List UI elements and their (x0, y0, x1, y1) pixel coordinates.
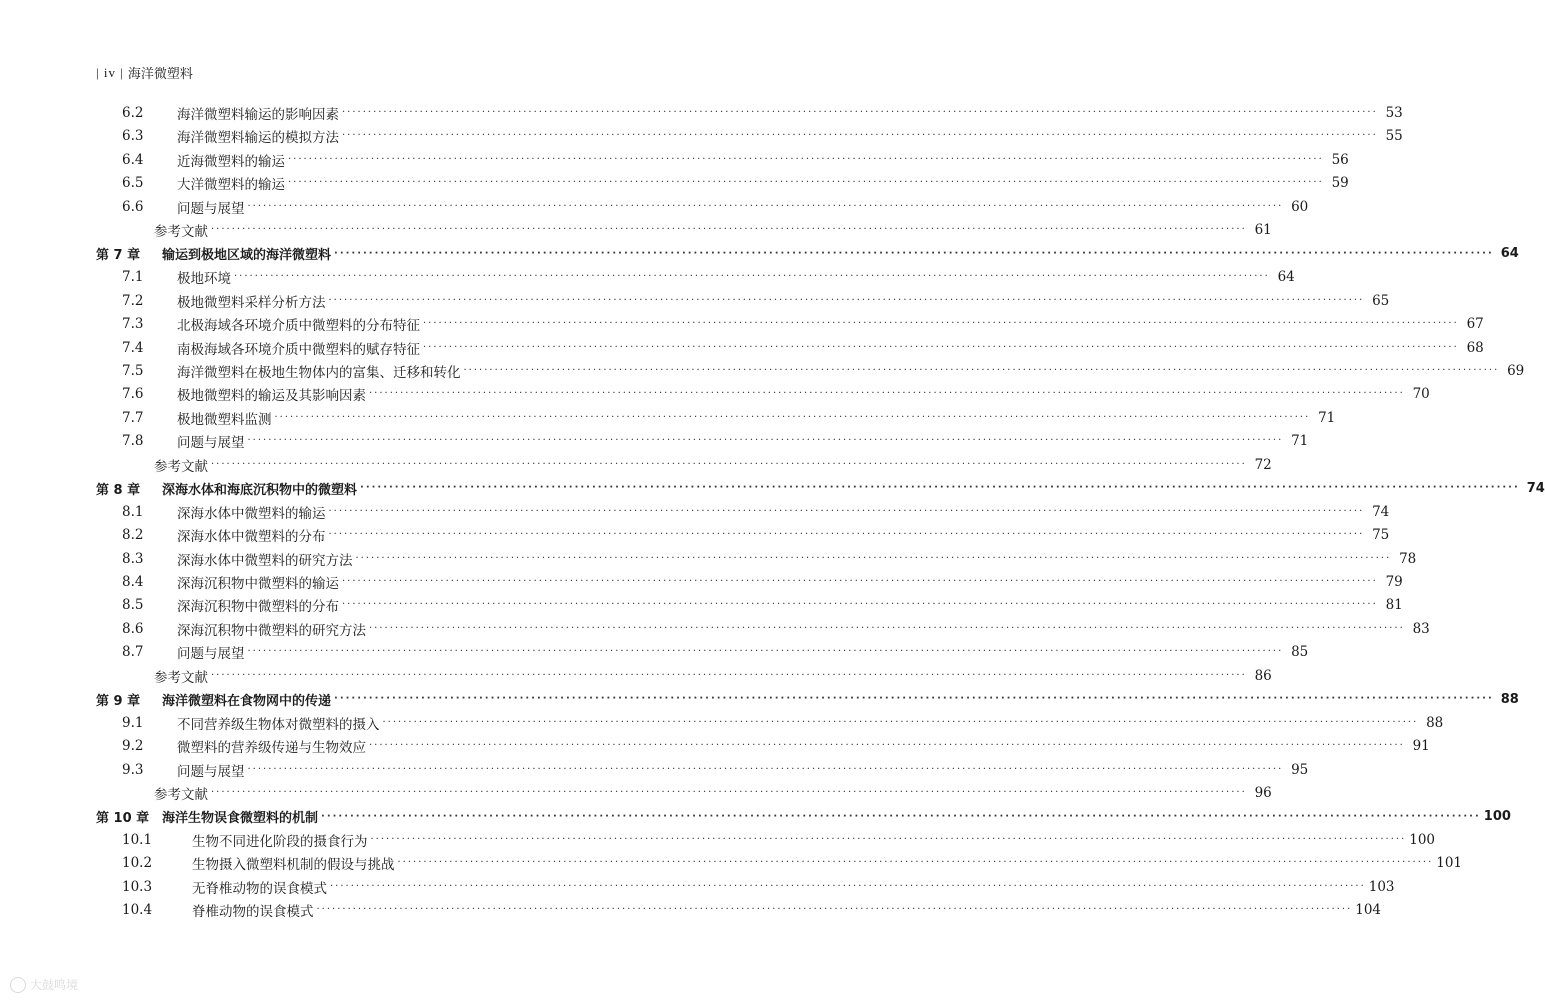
toc-entry-title: 脊椎动物的误食模式 (192, 904, 314, 921)
toc-section-entry (96, 876, 1395, 898)
toc-entry-title: 海洋生物误食微塑料的机制 (162, 811, 319, 826)
dot-leader: ········································································································································································································ (423, 341, 1459, 353)
toc-entry-page: 95 (1291, 761, 1309, 778)
dot-leader: ········································································································································································································ (211, 458, 1247, 470)
toc-entry-page: 53 (1385, 105, 1403, 121)
toc-entry-title: 参考文献 (154, 669, 208, 686)
toc-entry-page: 72 (1254, 456, 1272, 473)
toc-entry-page: 67 (1466, 316, 1484, 333)
dot-leader: ········································································································································································································ (328, 529, 1365, 541)
toc-entry-number: 6.5 (122, 175, 144, 192)
toc-entry-title: 生物摄入微塑料机制的假设与挑战 (192, 857, 395, 874)
toc-entry-number: 8.1 (122, 503, 144, 520)
toc-entry-page: 65 (1372, 292, 1390, 309)
toc-section-entry (96, 548, 1417, 570)
toc-entry-page: 88 (1500, 691, 1519, 707)
toc-section-entry (96, 712, 1444, 734)
toc-entry-number: 6.6 (122, 198, 144, 215)
dot-leader: ········································································································································································································ (342, 599, 1378, 611)
toc-entry-number: 7.7 (122, 409, 144, 426)
dot-leader: ········································································································································································································ (330, 880, 1366, 892)
toc-entry-number: 第 8 章 (96, 482, 141, 498)
dot-leader: ········································································································································································································ (211, 224, 1247, 236)
toc-references-entry (96, 219, 1272, 241)
dot-leader: ········································································································································································································ (247, 435, 1284, 447)
toc-entry-number: 7.1 (122, 269, 144, 286)
toc-chapter-entry (96, 243, 1519, 265)
toc-entry-title: 南极海域各环境介质中微塑料的赋存特征 (177, 341, 420, 358)
toc-section-entry (96, 501, 1390, 523)
dot-leader: ········································································································································································································ (360, 482, 1520, 494)
toc-chapter-entry (96, 806, 1511, 828)
toc-entry-page: 59 (1331, 175, 1349, 192)
watermark (10, 976, 78, 993)
toc-entry-title: 参考文献 (154, 224, 208, 241)
toc-entry-title: 深海沉积物中微塑料的输运 (177, 576, 339, 592)
toc-section-entry (96, 149, 1349, 171)
toc-entry-page: 69 (1507, 362, 1525, 379)
toc-entry-page: 88 (1426, 714, 1444, 731)
toc-entry-number: 7.2 (122, 292, 144, 309)
dot-leader: ········································································································································································································ (288, 153, 1324, 165)
toc-entry-number: 7.8 (122, 433, 144, 450)
toc-entry-title: 参考文献 (154, 787, 208, 804)
toc-entry-title: 参考文献 (154, 458, 208, 475)
dot-leader: ········································································································································································································ (334, 693, 1494, 705)
dot-leader: ········································································································································································································ (234, 271, 1270, 283)
toc-entry-number: 7.5 (122, 362, 144, 379)
toc-entry-number: 8.5 (122, 597, 144, 614)
dot-leader: ········································································································································································································ (321, 810, 1481, 822)
toc-entry-page: 101 (1436, 855, 1463, 872)
toc-entry-title: 问题与展望 (177, 435, 245, 452)
toc-entry-page: 70 (1412, 386, 1430, 403)
toc-entry-page: 91 (1412, 738, 1430, 755)
toc-entry-page: 61 (1254, 222, 1272, 239)
toc-entry-title: 海洋微塑料在食物网中的传递 (162, 693, 332, 709)
toc-entry-title: 海洋微塑料在极地生物体内的富集、迁移和转化 (177, 364, 461, 381)
toc-entry-title: 近海微塑料的输运 (177, 153, 285, 170)
toc-references-entry (96, 665, 1272, 687)
toc-entry-number: 8.3 (122, 550, 144, 567)
toc-entry-page: 56 (1331, 151, 1349, 168)
toc-entry-number: 7.4 (122, 339, 144, 356)
toc-entry-number: 8.7 (122, 644, 144, 661)
toc-entry-page: 71 (1291, 433, 1309, 450)
dot-leader: ········································································································································································································ (369, 388, 1405, 400)
toc-entry-number: 第 7 章 (96, 248, 141, 264)
dot-leader: ········································································································································································································ (274, 411, 1311, 423)
book-title: 海洋微塑料 (127, 67, 193, 82)
dot-leader: ········································································································································································································ (342, 576, 1378, 587)
toc-section-entry (96, 571, 1403, 593)
dot-leader: ········································································································································································································ (369, 622, 1405, 634)
dot-leader: ········································································································································································································ (328, 505, 1365, 517)
toc-section-entry (96, 313, 1484, 335)
toc-entry-number: 7.6 (122, 386, 144, 403)
toc-entry-title: 输运到极地区域的海洋微塑料 (162, 248, 332, 264)
toc-section-entry (96, 641, 1309, 663)
toc-section-entry (96, 290, 1390, 312)
dot-leader: ········································································································································································································ (382, 716, 1419, 728)
dot-leader: ········································································································································································································ (369, 740, 1405, 752)
toc-section-entry (96, 430, 1309, 452)
toc-entry-title: 深海水体和海底沉积物中的微塑料 (162, 482, 358, 498)
toc-entry-title: 北极海域各环境介质中微塑料的分布特征 (177, 318, 420, 335)
toc-entry-number: 6.3 (122, 128, 144, 145)
toc-entry-page: 64 (1277, 269, 1295, 286)
toc-section-entry (96, 594, 1403, 616)
toc-entry-page: 60 (1291, 198, 1309, 215)
toc-entry-page: 100 (1483, 809, 1511, 824)
toc-entry-number: 第 9 章 (96, 693, 141, 709)
watermark-logo-icon (10, 977, 26, 993)
toc-entry-number: 10.1 (122, 831, 153, 848)
toc-section-entry (96, 172, 1349, 194)
toc-entry-title: 极地微塑料的输运及其影响因素 (177, 388, 366, 405)
toc-entry-title: 大洋微塑料的输运 (177, 177, 285, 194)
toc-section-entry (96, 383, 1430, 405)
toc-section-entry (96, 266, 1295, 288)
toc-entry-title: 深海水体中微塑料的研究方法 (177, 552, 353, 569)
toc-entry-page: 79 (1385, 574, 1403, 590)
toc-section-entry (96, 196, 1309, 218)
dot-leader: ········································································································································································································ (355, 552, 1392, 564)
dot-leader: ········································································································································································································ (463, 364, 1500, 376)
toc-section-entry (96, 618, 1430, 640)
dot-leader: ········································································································································································································ (247, 200, 1284, 212)
toc-entry-page: 75 (1372, 527, 1390, 544)
toc-entry-number: 9.1 (122, 714, 144, 731)
toc-section-entry (96, 360, 1525, 382)
dot-leader: ········································································································································································································ (334, 247, 1494, 259)
toc-section-entry (96, 852, 1463, 874)
toc-entry-page: 96 (1254, 785, 1272, 802)
page-number: | iv | (96, 64, 124, 80)
toc-section-entry (96, 337, 1484, 359)
toc-entry-title: 问题与展望 (177, 763, 245, 780)
dot-leader: ········································································································································································································ (423, 318, 1459, 330)
toc-entry-number: 6.4 (122, 151, 144, 168)
toc-entry-number: 8.2 (122, 527, 144, 544)
toc-entry-page: 83 (1412, 620, 1430, 637)
toc-entry-title: 问题与展望 (177, 646, 245, 663)
toc-entry-page: 71 (1318, 409, 1336, 426)
toc-section-entry (96, 899, 1382, 921)
toc-entry-number: 第 10 章 (96, 811, 150, 826)
dot-leader: ········································································································································································································ (397, 857, 1434, 869)
dot-leader: ········································································································································································································ (247, 763, 1284, 775)
toc-entry-title: 深海水体中微塑料的输运 (177, 505, 326, 522)
toc-entry-title: 问题与展望 (177, 200, 245, 217)
toc-references-entry (96, 454, 1272, 476)
toc-entry-page: 81 (1385, 597, 1403, 614)
toc-entry-title: 深海沉积物中微塑料的研究方法 (177, 622, 366, 639)
toc-entry-title: 无脊椎动物的误食模式 (192, 880, 327, 897)
dot-leader: ········································································································································································································ (288, 177, 1324, 189)
toc-entry-number: 10.2 (122, 855, 153, 872)
toc-entry-page: 104 (1355, 902, 1382, 919)
toc-section-entry (96, 829, 1436, 851)
toc-references-entry (96, 782, 1272, 804)
toc-chapter-entry (96, 688, 1519, 710)
toc-entry-page: 68 (1466, 339, 1484, 356)
toc-entry-page: 74 (1372, 503, 1390, 520)
toc-entry-number: 10.4 (122, 902, 153, 919)
toc-entry-page: 103 (1368, 878, 1395, 895)
toc-entry-number: 9.2 (122, 738, 144, 755)
toc-section-entry (96, 102, 1403, 124)
dot-leader: ········································································································································································································ (342, 130, 1378, 142)
dot-leader: ········································································································································································································ (316, 904, 1353, 916)
toc-section-entry (96, 735, 1430, 757)
toc-entry-page: 86 (1254, 667, 1272, 684)
toc-entry-title: 极地微塑料监测 (177, 411, 272, 428)
toc-entry-number: 9.3 (122, 761, 144, 778)
toc-entry-title: 极地环境 (177, 271, 231, 288)
toc-entry-title: 深海水体中微塑料的分布 (177, 529, 326, 546)
toc-entry-title: 海洋微塑料输运的影响因素 (177, 107, 339, 123)
toc-entry-page: 78 (1399, 550, 1417, 567)
toc-section-entry (96, 407, 1336, 429)
toc-entry-number: 10.3 (122, 878, 153, 895)
toc-entry-title: 微塑料的营养级传递与生物效应 (177, 740, 366, 757)
toc-section-entry (96, 759, 1309, 781)
dot-leader: ········································································································································································································ (247, 646, 1284, 658)
dot-leader: ········································································································································································································ (328, 294, 1365, 306)
toc-entry-title: 不同营养级生物体对微塑料的摄入 (177, 716, 380, 733)
watermark-text: 大鼓鸣境 (30, 978, 79, 992)
toc-entry-page: 85 (1291, 644, 1309, 661)
toc-entry-title: 海洋微塑料输运的模拟方法 (177, 130, 339, 147)
toc-entry-title: 极地微塑料采样分析方法 (177, 294, 326, 311)
toc-entry-number: 6.2 (122, 105, 144, 121)
dot-leader: ········································································································································································································ (211, 669, 1247, 681)
toc-section-entry (96, 125, 1403, 147)
toc-entry-page: 64 (1500, 246, 1519, 262)
toc-entry-number: 7.3 (122, 316, 144, 333)
toc-entry-page: 55 (1385, 128, 1403, 145)
dot-leader: ········································································································································································································ (211, 787, 1247, 799)
toc-entry-page: 100 (1409, 831, 1436, 848)
toc-entry-number: 8.6 (122, 620, 144, 637)
toc-entry-number: 8.4 (122, 574, 144, 590)
running-header (96, 63, 193, 82)
toc-chapter-entry (96, 477, 1545, 499)
toc-entry-title: 深海沉积物中微塑料的分布 (177, 599, 339, 616)
dot-leader: ········································································································································································································ (370, 833, 1407, 845)
toc-section-entry (96, 524, 1390, 546)
toc-entry-page: 74 (1526, 480, 1545, 496)
dot-leader: ········································································································································································································ (342, 107, 1378, 118)
toc-entry-title: 生物不同进化阶段的摄食行为 (192, 833, 368, 850)
